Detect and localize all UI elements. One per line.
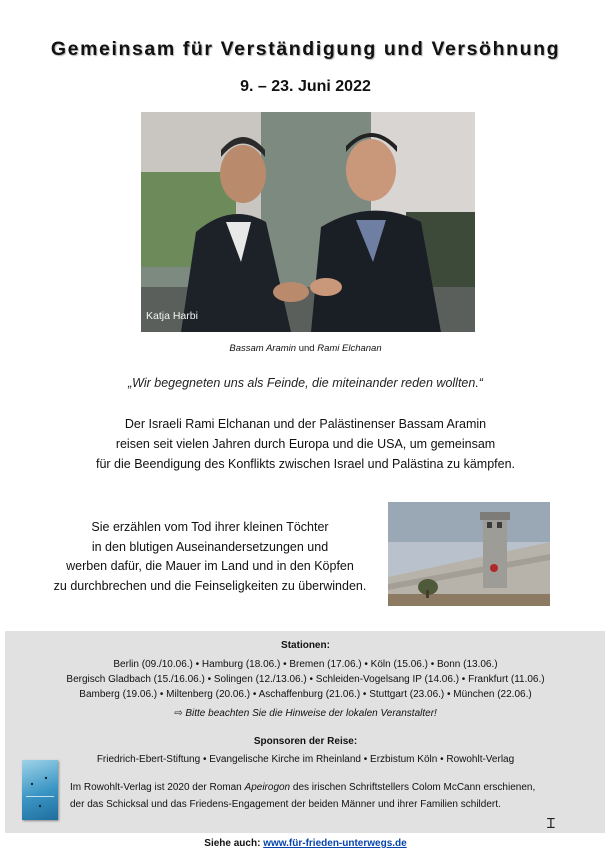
intro-line: Der Israeli Rami Elchanan und der Palästinenser Bassam Aramin: [124, 417, 487, 431]
sponsors-list: Friedrich-Ebert-Stiftung • Evangelische Kirche im Rheinland • Erzbistum Köln • Rowohlt-Verlag: [96, 754, 515, 765]
photo-credit: Katja Harbi: [146, 310, 198, 322]
photo-separation-wall: [388, 502, 550, 606]
story-paragraph: [35, 518, 385, 596]
book-cover-art: [22, 760, 58, 820]
novel-paragraph: [70, 779, 595, 813]
novel-line: der das Schicksal und das Friedens-Engagement der beiden Männer und ihrer Familien schildert.: [70, 799, 501, 810]
intro-line: reisen seit vielen Jahren durch Europa und die USA, um gemeinsam: [115, 437, 496, 451]
story-line: werben dafür, die Mauer im Land und in den Köpfen: [66, 559, 354, 573]
novel-text-after: des irischen Schriftstellers Colom McCann erschienen,: [290, 782, 536, 793]
caption-connector: und: [296, 343, 318, 354]
stations-line: Bamberg (19.06.) • Miltenberg (20.06.) • Aschaffenburg (21.06.) • Stuttgart (23.06.) • München (22.06.): [79, 689, 532, 700]
arrow-right-icon: ⇨: [174, 708, 183, 719]
photo-caption: [0, 343, 611, 354]
novel-text-before: Im Rowohlt-Verlag ist 2020 der Roman: [70, 782, 245, 793]
wall-illustration: [388, 502, 550, 606]
photo-illustration: [141, 112, 475, 332]
quote: „Wir begegneten uns als Feinde, die miteinander reden wollten.“: [128, 376, 483, 390]
stations-line: Bergisch Gladbach (15./16.06.) • Solingen (12./13.06.) • Schleiden-Vogelsang IP (14.06.) • Frankfurt (11.06.): [66, 674, 545, 685]
story-line: zu durchbrechen und die Feinseligkeiten zu überwinden.: [53, 578, 367, 593]
story-line: in den blutigen Auseinandersetzungen und: [91, 539, 329, 554]
book-cover-apeirogon: [22, 760, 58, 820]
novel-line: [70, 779, 595, 796]
hint-text: Bitte beachten Sie die Hinweise der lokalen Veranstalter!: [185, 708, 437, 719]
story-line: Sie erzählen vom Tod ihrer kleinen Töchter: [91, 520, 329, 534]
event-dates: 9. – 23. Juni 2022: [240, 78, 371, 95]
intro-line: für die Beendigung des Konflikts zwischen Israel und Palästina zu kämpfen.: [96, 457, 515, 471]
photo-bassam-rami: [141, 112, 475, 332]
novel-title: Apeirogon: [244, 782, 291, 793]
stations-title: Stationen:: [281, 640, 330, 651]
caption-name-1: Bassam Aramin: [229, 343, 297, 354]
caption-name-2: Rami Elchanan: [317, 343, 382, 354]
page-title: Gemeinsam für Verständigung und Versöhnung: [50, 38, 561, 60]
sponsors-title: Sponsoren der Reise:: [253, 736, 358, 747]
website-link[interactable]: www.für-frieden-unterwegs.de: [263, 838, 407, 849]
stations-line: Berlin (09./10.06.) • Hamburg (18.06.) • Bremen (17.06.) • Köln (15.06.) • Bonn (13.06.): [113, 659, 498, 670]
intro-paragraph: [40, 414, 571, 474]
text-cursor-icon: Ɪ: [547, 816, 555, 832]
organizer-hint: [0, 708, 611, 719]
see-also-label: Siehe auch:: [204, 838, 264, 849]
see-also: [0, 838, 611, 849]
